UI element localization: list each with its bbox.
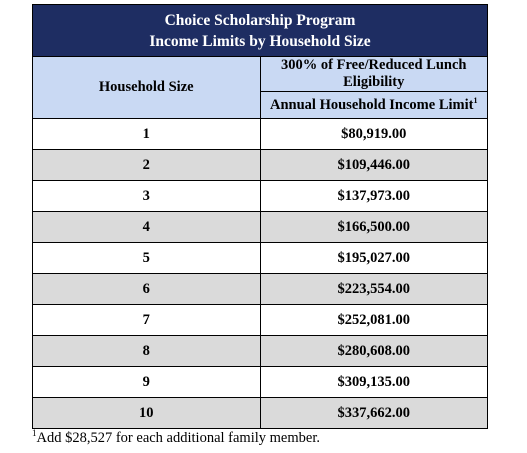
table-row <box>33 212 488 243</box>
household-size-cell: 9 <box>33 367 261 398</box>
household-size-cell: 4 <box>33 212 261 243</box>
income-limit-cell: $252,081.00 <box>260 305 488 336</box>
income-limits-document <box>32 4 488 446</box>
household-size-cell: 8 <box>33 336 261 367</box>
table-row <box>33 274 488 305</box>
table-row <box>33 398 488 429</box>
eligibility-header: 300% of Free/Reduced Lunch Eligibility <box>260 57 488 92</box>
income-limits-table <box>32 4 488 429</box>
household-size-cell: 3 <box>33 181 261 212</box>
household-size-cell: 5 <box>33 243 261 274</box>
table-row <box>33 150 488 181</box>
table-row <box>33 119 488 150</box>
income-limit-cell: $309,135.00 <box>260 367 488 398</box>
income-limit-cell: $195,027.00 <box>260 243 488 274</box>
income-limit-cell: $137,973.00 <box>260 181 488 212</box>
footnote <box>32 430 320 447</box>
income-limit-cell: $166,500.00 <box>260 212 488 243</box>
table-title-line-1: Choice Scholarship Program <box>164 11 356 29</box>
header-row-top <box>33 57 488 92</box>
household-size-header: Household Size <box>33 57 261 119</box>
household-size-cell: 10 <box>33 398 261 429</box>
household-size-cell: 7 <box>33 305 261 336</box>
table-body <box>33 119 488 429</box>
income-limit-cell: $337,662.00 <box>260 398 488 429</box>
household-size-cell: 6 <box>33 274 261 305</box>
table-row <box>33 181 488 212</box>
footnote-marker: 1 <box>473 95 478 105</box>
table-row <box>33 336 488 367</box>
table-title <box>33 5 488 57</box>
table-row <box>33 367 488 398</box>
income-limit-cell: $223,554.00 <box>260 274 488 305</box>
income-limit-cell: $280,608.00 <box>260 336 488 367</box>
income-limit-cell: $109,446.00 <box>260 150 488 181</box>
table-title-row <box>33 5 488 57</box>
income-limit-header <box>260 92 488 119</box>
household-size-cell: 1 <box>33 119 261 150</box>
table-title-line-2: Income Limits by Household Size <box>149 32 371 50</box>
table-row <box>33 305 488 336</box>
table-row <box>33 243 488 274</box>
income-limit-header-label: Annual Household Income Limit <box>270 96 474 113</box>
footnote-marker: 1 <box>32 428 37 439</box>
household-size-cell: 2 <box>33 150 261 181</box>
footnote-text: Add $28,527 for each additional family member. <box>36 430 320 446</box>
income-limit-cell: $80,919.00 <box>260 119 488 150</box>
